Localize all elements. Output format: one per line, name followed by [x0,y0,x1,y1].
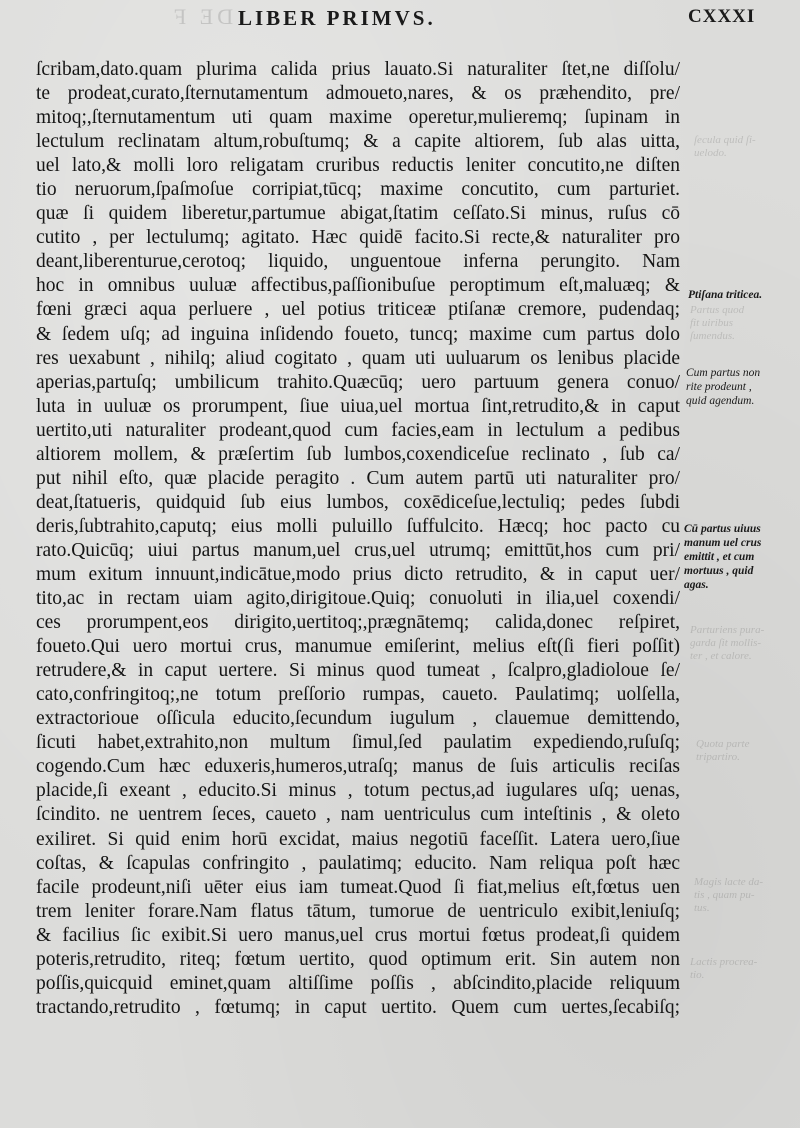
text-line: mum exitum innuunt,indicātue,modo prius dicto retrudito, & in caput uer/ [36,563,680,585]
text-line: ces prorumpent,eos dirigito,uertitoq;,prægnātemq; calida,donec reſpiret, [36,612,680,634]
margin-note-partus-uiuus [684,522,761,592]
text-line: tractando,retrudito , fœtumq; in caput uertito. Quem cum uertes,ſecabiſq; [36,996,680,1018]
show-through-line: Lactis procrea- [690,956,758,968]
main-text-block [36,58,680,1020]
text-line: ſcindito. ne uentrem ſeces, caueto , nam uentriculus cum inteſtinis , & oleto [36,804,680,826]
text-line: te prodeat,curato,ſternutamentum admoueto,nares, & os præhendito, pre/ [36,83,680,105]
text-line: ſcribam,dato.quam plurima calida prius lauato.Si naturaliter ſtet,ne diſſolu/ [36,59,680,80]
text-line: rato.Quicūq; uiui partus manum,uel crus,uel utrumq; emittūt,hos cum pri/ [36,539,680,561]
margin-note-line: Cū partus uiuus [684,523,761,535]
text-line: extractorioue oſſicula educito,ſecundum iugulum , clauemue demittendo, [36,708,680,730]
text-line: & facilius ſic exibit.Si uero manus,uel crus mortui fœtus prodeat,ſi quidem [36,924,680,946]
margin-note-partus-non-rite [686,366,760,408]
show-through-line: ſecula quid ſi- [694,134,756,146]
show-through-note [694,134,756,160]
text-line: uel lato,& molli loro religatam cruribus reductis leniter concutito,ne diſten [36,155,680,177]
show-through-line: tio. [690,969,705,981]
text-line: hoc in omnibus uuluæ affectibus,paſſionibuſue peroptimum eſt,maluæq; & [36,275,680,297]
show-through-note [690,956,757,982]
show-through-line: Parturiens pura- [690,624,765,636]
margin-note-line: Ptiſana triticea. [688,289,763,301]
show-through-line: Magis lacte da- [694,876,764,888]
text-line: foueto.Qui uero mortui crus, manumue emiſerint, melius eſt(ſi fieri poſſit) [36,636,680,658]
running-head: LIBER PRIMVS. [238,6,436,30]
text-line: quæ ſi quidem liberetur,partumue abigat,ſtatim ceſſato.Si minus, ruſus cō [36,203,680,225]
text-line: lectulum reclinatam altum,robuſtumq; & a capite altiorem, ſub alas uitta, [36,131,680,153]
show-through-line: garda ſit mollis- [690,637,762,649]
bleed-through-heading: DE F [170,4,234,29]
show-through-note [694,876,763,915]
text-line: poſſis,quicquid eminet,quam altiſſime poſſis , abſcindito,placide reliquum [36,972,680,994]
show-through-line: ſumendus. [690,330,735,342]
text-line: facile prodeunt,niſi uēter eius iam tumeat.Quod ſi fiat,melius eſt,fœtus uen [36,876,680,898]
text-line: trem leniter forare.Nam flatus tātum, tumorue de uentriculo exibit,leniuſq; [36,900,680,922]
text-line: tio neruorum,ſpaſmoſue corripiat,tūcq; maxime concutito, cum parturiet. [36,179,680,201]
show-through-line: Partus quod [690,304,745,316]
text-line: poteris,retrudito, riteq; fœtum uertito, quod optimum erit. Sin autem non [36,948,680,970]
margin-note-ptisana [688,288,762,302]
margin-note-line: quid agendum. [686,395,755,407]
show-through-line: fit uiribus [690,317,734,329]
margin-note-line: agas. [684,579,709,591]
margin-note-line: manum uel crus [684,537,762,549]
margin-note-line: Cum partus non [686,367,761,379]
margin-note-line: emittit , et cum [684,551,755,563]
text-line: ſicuti habet,extrahito,non multum ſimul,ſed paulatim expediendo,ruſuſq; [36,732,680,754]
show-through-line: Quota parte [696,738,750,750]
text-line: & ſedem uſq; ad inguina inſidendo foueto, tuncq; maxime cum partus dolo [36,323,680,345]
text-line: placide,ſi exeant , educito.Si minus , totum pectus,ad iugulares uſq; uenas, [36,780,680,802]
text-line: deat,ſtatueris, quidquid ſub eius lumbos, coxēdiceſue,lectuliq; pedes ſubdi [36,491,680,513]
text-line: res uexabunt , nihilq; aliud cogitato , quam uti uuluarum os lenibus placide [36,347,680,369]
show-through-line: tis , quam pu- [694,889,755,901]
show-through-line: tripartiro. [696,751,740,763]
text-line: tito,ac in rectam uiam agito,dirigitoue.Quiq; conuoluti in ilia,uel coxendi/ [36,588,680,610]
text-line: retrudere,& in caput uertere. Si minus quod tumeat , ſcalpro,gladioloue ſe/ [36,660,680,682]
text-line: mitoq;,ſternutamentum uti quam maxime operetur,mulieremq; ſupinam in [36,107,680,129]
text-line: fœni græci aqua perluere , uel potius triticeæ ptiſanæ cremore, pudendaq; [36,299,680,321]
show-through-note [696,738,749,764]
show-through-note [690,624,764,663]
text-line: coſtas, & ſcapulas confringito , paulatimq; educito. Nam reliqua poſt hæc [36,852,680,874]
show-through-line: ter , et calore. [690,650,752,662]
text-line: cutito , per lectulumq; agitato. Hæc quidē facito.Si recte,& naturaliter pro [36,227,680,249]
text-line: deris,ſubtrahito,caputq; eius molli puluillo ſuffulcito. Hæcq; hoc pacto cu [36,515,680,537]
text-line: cato,confringitoq;,ne totum preſſorio rumpas, caueto. Paulatimq; uolſella, [36,684,680,706]
text-line: aperias,partuſq; umbilicum trahito.Quæcūq; uero partuum genera conuo/ [36,371,680,393]
text-line: altiorem mollem, & præſertim ſub lumbos,coxendiceſue reclinato , ſub ca/ [36,443,680,465]
text-line: uertito,uti naturaliter prodeant,quod cum facies,eam in lectulum a pedibus [36,419,680,441]
folio-number: CXXXI [688,6,756,27]
show-through-line: uelodo. [694,147,727,159]
text-line: deant,liberenturue,cerotoq; liquido, unguentoue inferna perungito. Nam [36,251,680,273]
margin-note-line: rite prodeunt , [686,381,752,393]
show-through-note [690,304,744,343]
text-line: exiliret. Si quid enim horū excidat, maius negotiū faceſſit. Latera uero,ſiue [36,828,680,850]
margin-note-line: mortuus , quid [684,565,754,577]
text-line: put nihil eſto, quæ placide peragito . Cum autem partū uti naturaliter pro/ [36,467,680,489]
text-line: cogendo.Cum hæc eduxeris,humeros,utraſq; manus de ſuis articulis reciſas [36,756,680,778]
text-line: luta in uuluæ os prorumpent, ſiue uiua,uel mortua ſint,retrudito,& in caput [36,395,680,417]
show-through-line: tus. [694,902,710,914]
